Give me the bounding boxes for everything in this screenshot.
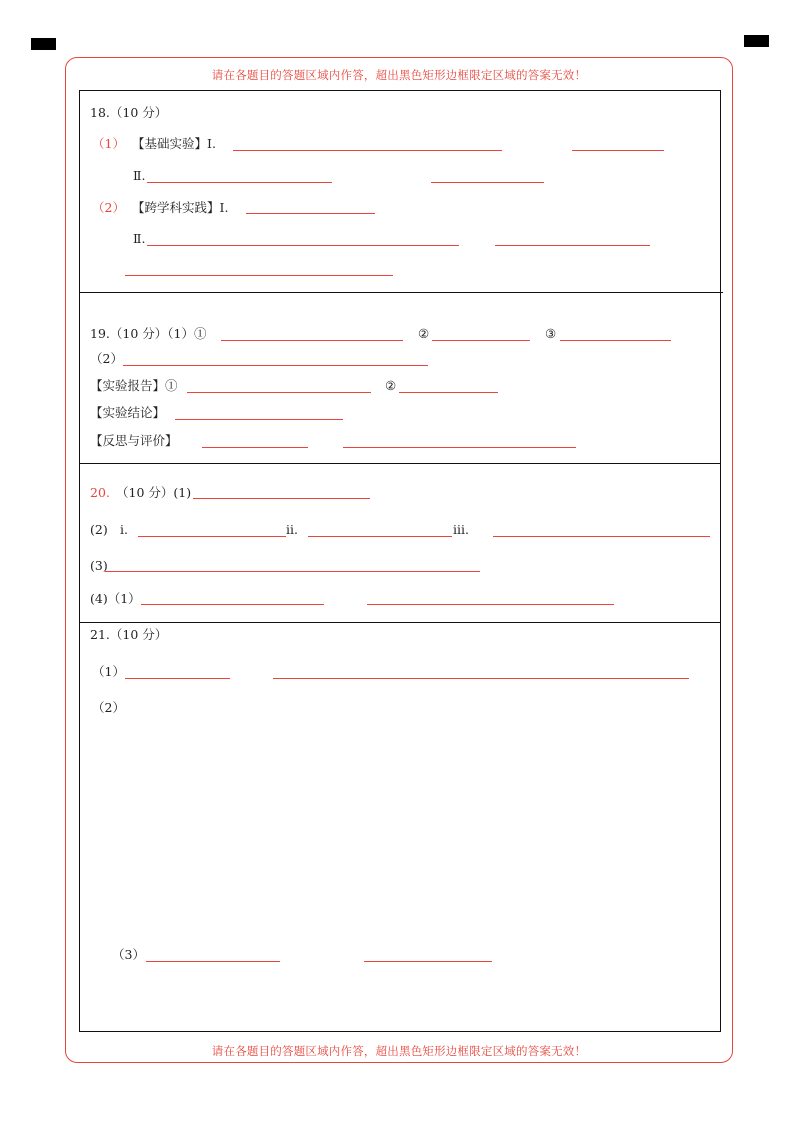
answer-line[interactable] (572, 150, 664, 151)
answer-line[interactable] (125, 678, 230, 679)
divider-q19-q20 (80, 463, 721, 464)
answer-line[interactable] (431, 182, 544, 183)
q20-iii-label: iii. (453, 522, 469, 537)
answer-line[interactable] (308, 536, 452, 537)
answer-line[interactable] (399, 392, 498, 393)
q19-circle-3: ③ (545, 326, 557, 341)
q19-report-circle-2: ② (385, 378, 397, 393)
q19-part2-label: （2） (90, 351, 123, 366)
answer-line[interactable] (105, 571, 480, 572)
notice-top: 请在各题目的答题区域内作答，超出黑色矩形边框限定区域的答案无效！ (211, 68, 587, 82)
answer-line[interactable] (221, 340, 403, 341)
q19-report-label: 【实验报告】① (90, 378, 178, 393)
q18-part1-ii-label: Ⅱ. (133, 168, 146, 183)
q18-part2-number: （2） (92, 200, 125, 215)
answer-line[interactable] (495, 245, 650, 246)
answer-line[interactable] (560, 340, 671, 341)
q20-i-label: i. (120, 522, 128, 537)
q21-part2-answer-area[interactable] (90, 722, 710, 932)
notice-bottom: 请在各题目的答题区域内作答，超出黑色矩形边框限定区域的答案无效！ (211, 1044, 587, 1058)
alignment-marker-right (744, 35, 769, 47)
q21-part3-label: （3） (112, 947, 145, 962)
answer-line[interactable] (367, 604, 614, 605)
q20-title: （10 分）(1) (116, 485, 192, 500)
answer-line[interactable] (343, 447, 576, 448)
answer-line[interactable] (187, 392, 371, 393)
q21-part1-label: （1） (92, 664, 125, 679)
q19-title: 19.（10 分）（1）① (90, 326, 207, 341)
q21-part2-label: （2） (92, 700, 125, 715)
q20-number: 20. (90, 485, 110, 500)
q19-conclusion-label: 【实验结论】 (90, 405, 166, 420)
answer-line[interactable] (432, 340, 530, 341)
answer-line[interactable] (147, 182, 332, 183)
q21-title: 21.（10 分） (90, 627, 168, 642)
q20-part3-label: (3) (90, 558, 108, 573)
q19-circle-2: ② (418, 326, 430, 341)
q18-part1-label: 【基础实验】Ⅰ. (132, 136, 216, 151)
q18-title: 18.（10 分） (90, 105, 168, 120)
alignment-marker-left (31, 38, 56, 50)
q20-part4-label: (4)（1） (90, 591, 141, 606)
answer-line[interactable] (146, 961, 280, 962)
q20-ii-label: ii. (286, 522, 298, 537)
answer-line[interactable] (233, 150, 502, 151)
divider-q18-q19 (80, 292, 723, 293)
answer-line[interactable] (193, 498, 370, 499)
answer-line[interactable] (202, 447, 308, 448)
answer-line[interactable] (364, 961, 492, 962)
answer-line[interactable] (138, 536, 286, 537)
q18-part1-number: （1） (92, 136, 125, 151)
answer-line[interactable] (246, 213, 375, 214)
answer-line[interactable] (147, 245, 459, 246)
q20-part2-label: (2) (90, 522, 108, 537)
answer-line[interactable] (123, 365, 428, 366)
answer-line[interactable] (141, 604, 324, 605)
q19-reflection-label: 【反思与评价】 (90, 433, 178, 448)
q18-part2-label: 【跨学科实践】Ⅰ. (132, 200, 229, 215)
answer-line[interactable] (125, 275, 393, 276)
q18-part2-ii-label: Ⅱ. (133, 231, 146, 246)
answer-line[interactable] (493, 536, 710, 537)
divider-q20-q21 (80, 622, 721, 623)
answer-line[interactable] (175, 419, 343, 420)
answer-line[interactable] (273, 678, 689, 679)
